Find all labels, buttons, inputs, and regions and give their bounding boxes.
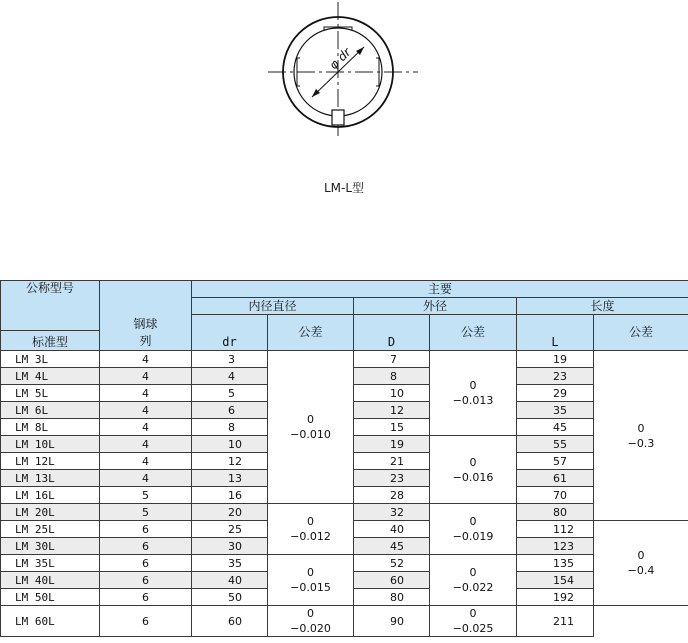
cell-model: LM 35L	[1, 555, 100, 572]
cell-model: LM 3L	[1, 351, 100, 368]
cell-D: 7	[354, 351, 430, 368]
header-D	[354, 315, 430, 351]
cell-dr: 4	[192, 368, 268, 385]
cell-ball-rows: 4	[100, 453, 192, 470]
cell-dr: 60	[192, 606, 268, 637]
header-main: 主要	[192, 281, 688, 298]
cell-model: LM 25L	[1, 521, 100, 538]
cell-model: LM 10L	[1, 436, 100, 453]
cell-ball-rows: 6	[100, 572, 192, 589]
cell-model: LM 50L	[1, 589, 100, 606]
cell-ball-rows: 4	[100, 470, 192, 487]
cell-L: 35	[517, 402, 594, 419]
table-row	[1, 351, 688, 368]
cell-L: 19	[517, 351, 594, 368]
diameter-label: φ dr	[326, 45, 354, 73]
cell-ball-rows: 6	[100, 555, 192, 572]
specification-table	[0, 280, 688, 637]
cell-model: LM 13L	[1, 470, 100, 487]
cell-D-tolerance-lower: −0.022	[452, 581, 494, 594]
header-L	[517, 315, 594, 351]
header-standard-type: 标准型	[1, 331, 100, 351]
cell-dr-tolerance	[268, 504, 354, 555]
cell-L: 55	[517, 436, 594, 453]
cell-L: 192	[517, 589, 594, 606]
header-dr-text: dr	[222, 335, 237, 349]
table-row	[1, 555, 688, 572]
cell-dr: 16	[192, 487, 268, 504]
cell-D-tolerance	[430, 351, 517, 436]
cell-D-tolerance-upper: 0	[469, 455, 477, 469]
cell-model: LM 5L	[1, 385, 100, 402]
cell-model: LM 40L	[1, 572, 100, 589]
cell-model: LM 20L	[1, 504, 100, 521]
cell-ball-rows: 6	[100, 606, 192, 637]
cell-L: 80	[517, 504, 594, 521]
cell-L: 29	[517, 385, 594, 402]
cell-D-tolerance-lower: −0.019	[452, 530, 494, 543]
cell-dr: 35	[192, 555, 268, 572]
cell-L-tolerance-upper: 0	[637, 421, 645, 435]
cell-L-tolerance	[594, 521, 688, 606]
cell-dr: 12	[192, 453, 268, 470]
bushing-cross-section-drawing	[258, 0, 428, 140]
cell-dr: 3	[192, 351, 268, 368]
cell-L: 154	[517, 572, 594, 589]
cell-L-tolerance-lower: −0.3	[627, 436, 655, 450]
cell-dr: 8	[192, 419, 268, 436]
cell-model: LM 6L	[1, 402, 100, 419]
cell-L: 70	[517, 487, 594, 504]
cell-ball-rows: 5	[100, 487, 192, 504]
cell-dr: 5	[192, 385, 268, 402]
cell-D: 80	[354, 589, 430, 606]
cell-L: 112	[517, 521, 594, 538]
cell-ball-rows: 4	[100, 385, 192, 402]
table-row	[1, 504, 688, 521]
cell-model: LM 60L	[1, 606, 100, 637]
cell-model: LM 12L	[1, 453, 100, 470]
cell-L: 45	[517, 419, 594, 436]
cell-L: 211	[517, 606, 594, 637]
cell-ball-rows: 4	[100, 368, 192, 385]
cell-dr: 10	[192, 436, 268, 453]
header-D-tolerance: 公差	[430, 315, 517, 351]
cell-L: 123	[517, 538, 594, 555]
cell-ball-rows: 5	[100, 504, 192, 521]
cell-dr-tolerance-upper: 0	[307, 566, 314, 579]
cell-dr: 6	[192, 402, 268, 419]
cell-dr-tolerance-upper: 0	[307, 413, 314, 426]
cell-D: 32	[354, 504, 430, 521]
cell-D-tolerance-lower: −0.025	[452, 622, 494, 635]
cell-D: 21	[354, 453, 430, 470]
table-row	[1, 606, 688, 637]
cell-D: 45	[354, 538, 430, 555]
cell-ball-rows: 4	[100, 436, 192, 453]
cell-dr-tolerance-lower: −0.020	[290, 622, 331, 635]
cell-dr-tolerance	[268, 555, 354, 606]
cell-D: 52	[354, 555, 430, 572]
cell-dr-tolerance-lower: −0.015	[290, 581, 331, 594]
cell-model: LM 4L	[1, 368, 100, 385]
cell-ball-rows: 4	[100, 351, 192, 368]
cell-D: 60	[354, 572, 430, 589]
header-dr-tolerance: 公差	[268, 315, 354, 351]
cell-model: LM 30L	[1, 538, 100, 555]
cell-model: LM 8L	[1, 419, 100, 436]
cell-D-tolerance-upper: 0	[469, 379, 477, 392]
figure-caption: LM-L型	[323, 181, 365, 195]
header-length: 长度	[517, 298, 688, 315]
cell-L-tolerance-lower: −0.4	[627, 564, 655, 577]
cell-dr-tolerance-lower: −0.010	[290, 428, 331, 441]
cell-D-tolerance	[430, 504, 517, 555]
cell-dr: 40	[192, 572, 268, 589]
header-outer-diameter: 外径	[354, 298, 517, 315]
cell-model: LM 16L	[1, 487, 100, 504]
cell-ball-rows: 4	[100, 419, 192, 436]
cell-dr: 13	[192, 470, 268, 487]
cell-dr-tolerance	[268, 606, 354, 637]
cell-dr-tolerance-upper: 0	[307, 515, 314, 528]
cell-D: 10	[354, 385, 430, 402]
keyway-slot	[332, 110, 344, 125]
cell-ball-rows: 6	[100, 589, 192, 606]
header-L-text: L	[551, 335, 559, 349]
header-nominal-model	[1, 281, 100, 331]
cell-D-tolerance-upper: 0	[469, 607, 477, 620]
header-L-tolerance: 公差	[594, 315, 688, 351]
cell-dr-tolerance	[268, 351, 354, 504]
cell-L-tolerance	[594, 351, 688, 521]
cell-L: 57	[517, 453, 594, 470]
cell-dr: 30	[192, 538, 268, 555]
cell-D-tolerance-upper: 0	[469, 515, 477, 528]
cell-ball-rows: 6	[100, 521, 192, 538]
header-inner-diameter: 内径直径	[192, 298, 354, 315]
cell-D-tolerance	[430, 436, 517, 504]
cell-D-tolerance-lower: −0.016	[452, 470, 494, 484]
header-ball-rows: 钢球 列	[100, 281, 192, 351]
cell-D: 15	[354, 419, 430, 436]
cell-dr: 25	[192, 521, 268, 538]
cell-D-tolerance-upper: 0	[469, 566, 477, 579]
cell-ball-rows: 6	[100, 538, 192, 555]
cell-D: 28	[354, 487, 430, 504]
cell-dr-tolerance-upper: 0	[307, 607, 314, 620]
cell-D-tolerance	[430, 606, 517, 637]
header-D-text: D	[387, 335, 396, 349]
cell-dr: 50	[192, 589, 268, 606]
cell-ball-rows: 4	[100, 402, 192, 419]
cell-D: 90	[354, 606, 430, 637]
cell-dr-tolerance-lower: −0.012	[290, 530, 331, 543]
cell-D-tolerance-lower: −0.013	[452, 394, 494, 407]
cell-D: 8	[354, 368, 430, 385]
cell-D: 23	[354, 470, 430, 487]
cell-D: 12	[354, 402, 430, 419]
header-nominal-model-text: 公称型号	[25, 281, 74, 295]
cell-D: 19	[354, 436, 430, 453]
cell-L: 23	[517, 368, 594, 385]
cell-L: 61	[517, 470, 594, 487]
header-dr	[192, 315, 268, 351]
cell-D: 40	[354, 521, 430, 538]
cell-dr: 20	[192, 504, 268, 521]
cell-D-tolerance	[430, 555, 517, 606]
cell-L: 135	[517, 555, 594, 572]
cell-L-tolerance-upper: 0	[637, 549, 645, 562]
